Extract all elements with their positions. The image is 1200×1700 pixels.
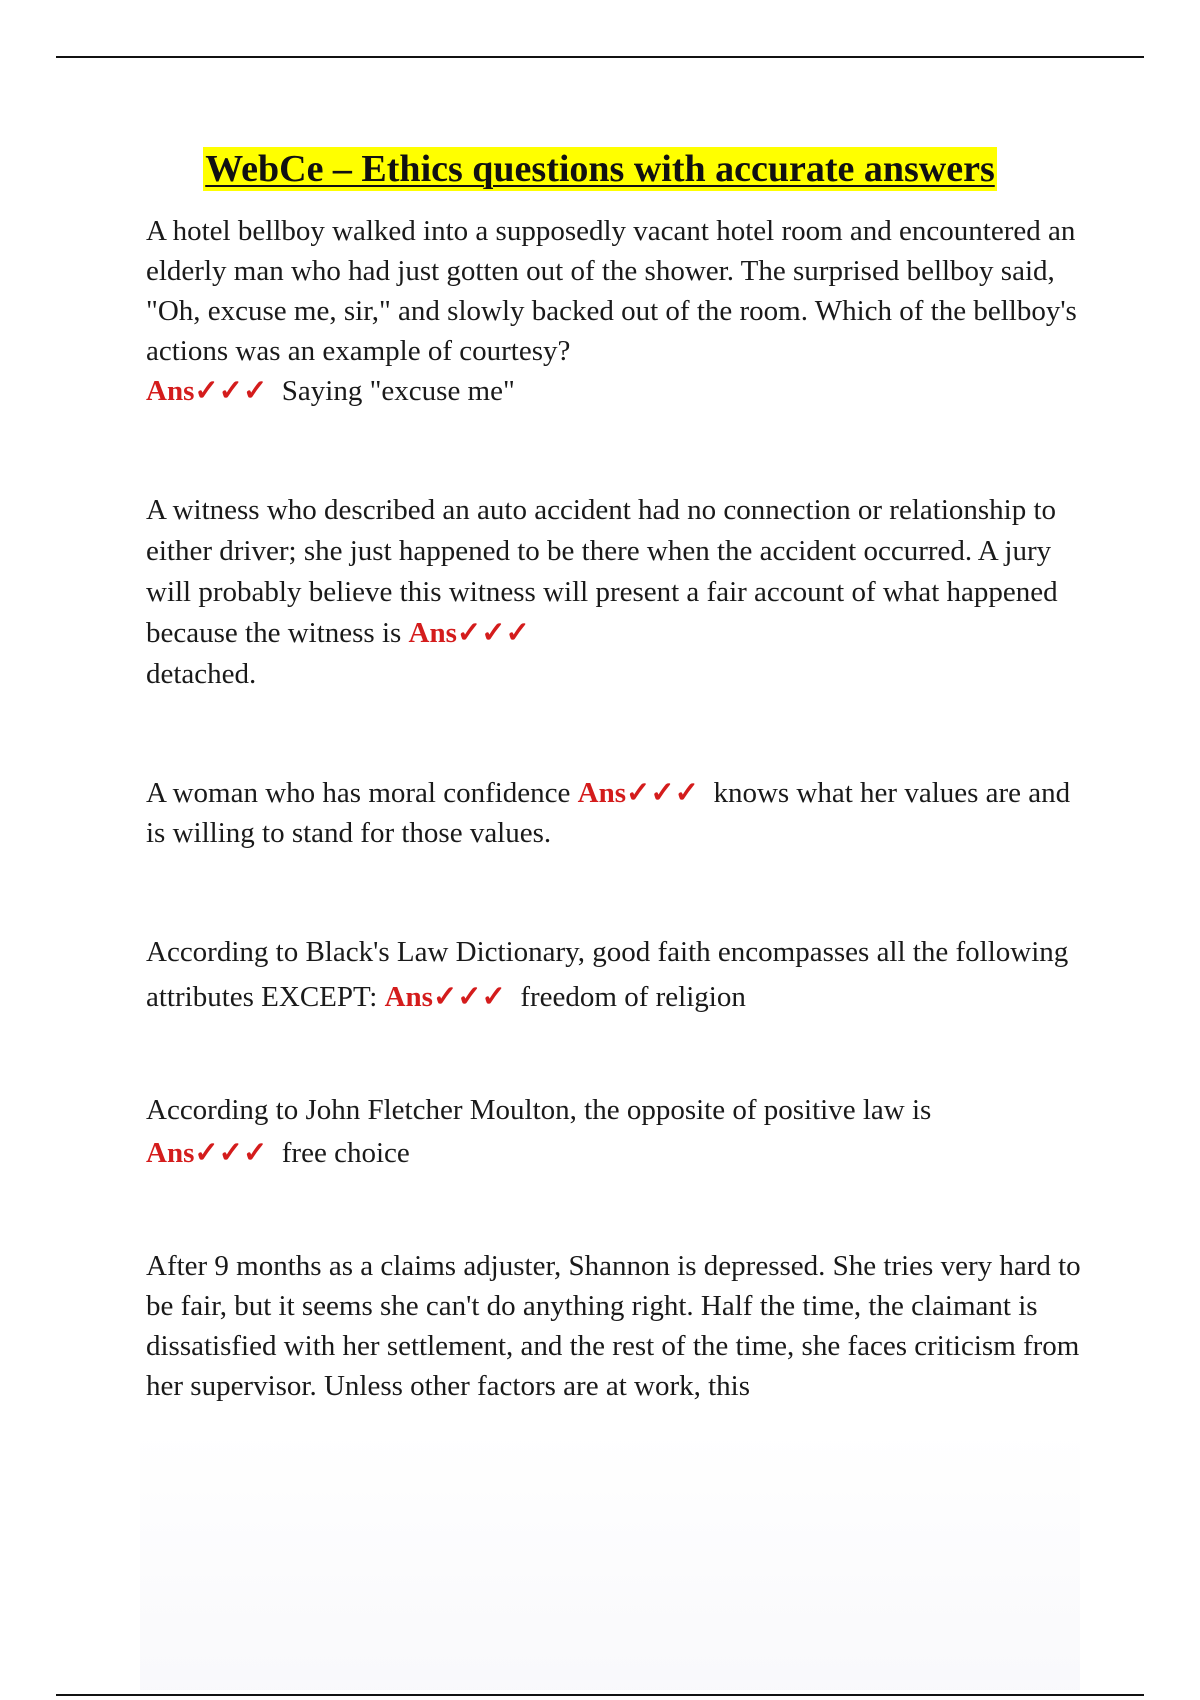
answer-marker: Ans✓✓✓ xyxy=(577,777,699,809)
qa-item xyxy=(146,930,1096,1020)
question-text: A witness who described an auto accident had no connection or relationship to either driver; she just happened to be there when the accident occurred. A jury will probably believe this witness will present a fair account of what happened because the witness is xyxy=(146,494,1058,649)
qa-item xyxy=(146,490,1096,695)
top-rule xyxy=(56,56,1144,58)
qa-item xyxy=(146,773,1096,853)
qa-item xyxy=(146,1246,1096,1406)
page-fade-overlay xyxy=(140,1430,1080,1690)
answer-text: detached. xyxy=(146,658,257,690)
document-title: WebCe – Ethics questions with accurate answers xyxy=(205,148,995,190)
qa-item xyxy=(146,1089,1096,1175)
question-text: According to Black's Law Dictionary, good faith encompasses all the following attributes EXCEPT: xyxy=(146,936,1069,1013)
question-text: According to John Fletcher Moulton, the opposite of positive law is xyxy=(146,1094,932,1126)
answer-text: freedom of religion xyxy=(520,981,746,1013)
title-container xyxy=(0,147,1200,191)
answer-marker: Ans✓✓✓ xyxy=(384,981,506,1013)
answer-text: Saying "excuse me" xyxy=(281,375,515,407)
question-text: A hotel bellboy walked into a supposedly vacant hotel room and encountered an elderly man who had just gotten out of the shower. The surprised bellboy said, "Oh, excuse me, sir," and slowly backed out of the room. Which of the bellboy's actions was an example of courtesy? xyxy=(146,215,1077,367)
answer-text: knows what her values are and is willing to stand for those values. xyxy=(146,777,1071,849)
answer-marker: Ans✓✓✓ xyxy=(408,617,530,649)
question-text: A woman who has moral confidence xyxy=(146,777,571,809)
question-text: After 9 months as a claims adjuster, Shannon is depressed. She tries very hard to be fair, but it seems she can't do anything right. Half the time, the claimant is dissatisfied with her settlement, and the rest of the time, she faces criticism from her supervisor. Unless other factors are at work, this xyxy=(146,1250,1081,1402)
answer-marker: Ans✓✓✓ xyxy=(146,1137,268,1169)
answer-marker: Ans✓✓✓ xyxy=(146,375,268,407)
bottom-rule xyxy=(56,1694,1144,1696)
answer-text: free choice xyxy=(281,1137,410,1169)
qa-item xyxy=(146,211,1096,411)
